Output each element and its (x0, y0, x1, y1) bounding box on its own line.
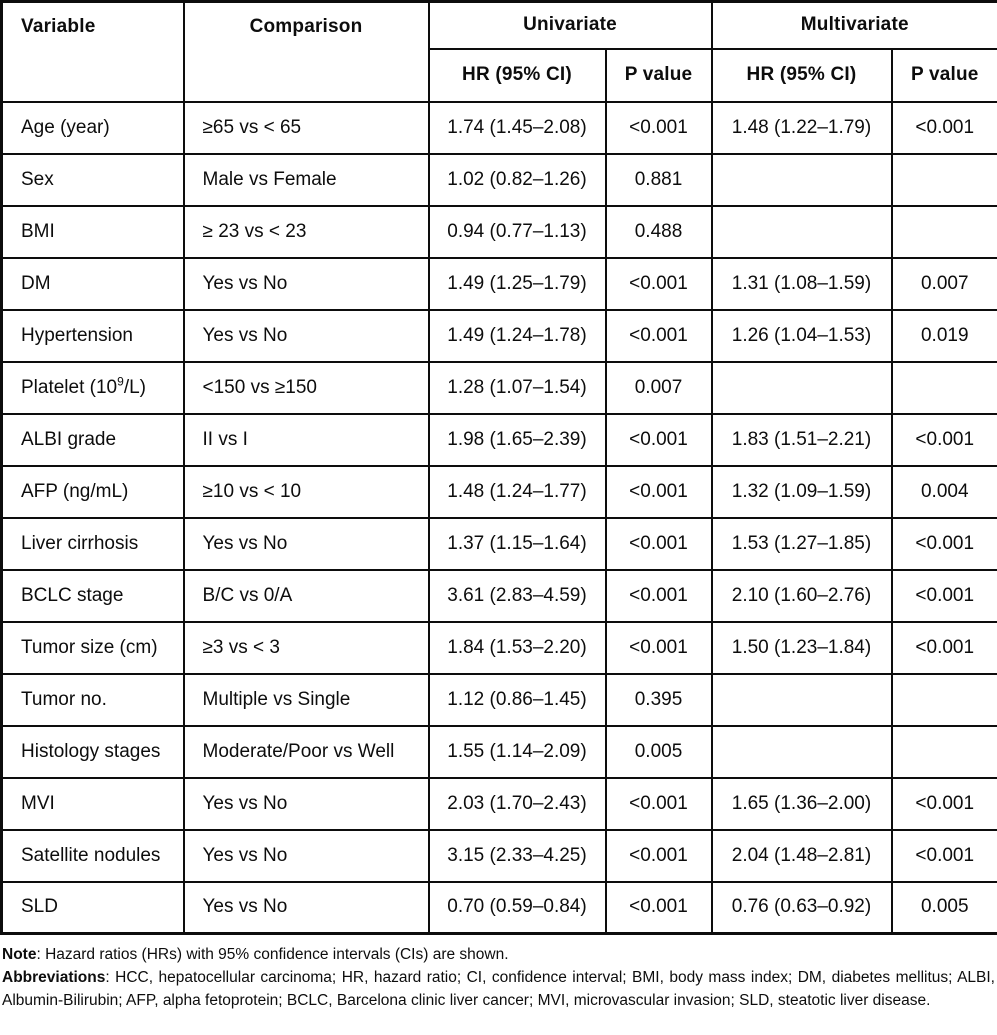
table-row (2, 726, 997, 778)
univariate-hr-cell: 1.84 (1.53–2.20) (429, 622, 606, 674)
univariate-hr-cell: 3.15 (2.33–4.25) (429, 830, 606, 882)
univariate-hr-cell: 1.74 (1.45–2.08) (429, 102, 606, 154)
abbreviations-line (2, 966, 995, 1012)
univariate-p-cell: <0.001 (606, 518, 712, 570)
table-footnotes (0, 935, 997, 1012)
univariate-p-cell: <0.001 (606, 830, 712, 882)
multivariate-hr-cell: 2.10 (1.60–2.76) (712, 570, 892, 622)
variable-cell: Platelet $(10^9/L)$ (2, 362, 184, 414)
univariate-p-cell: 0.395 (606, 674, 712, 726)
comparison-cell: Male vs Female (184, 154, 429, 206)
comparison-cell: ≥3 vs < 3 (184, 622, 429, 674)
multivariate-p-cell: 0.005 (892, 882, 997, 934)
variable-cell: MVI (2, 778, 184, 830)
univariate-p-cell: <0.001 (606, 570, 712, 622)
table-row (2, 206, 997, 258)
table-row (2, 154, 997, 206)
table-row (2, 518, 997, 570)
table-row (2, 882, 997, 934)
comparison-cell: ≥ 23 vs < 23 (184, 206, 429, 258)
comparison-cell: Yes vs No (184, 778, 429, 830)
table-row (2, 778, 997, 830)
superscript-9: 9 (117, 374, 124, 389)
comparison-cell: Yes vs No (184, 518, 429, 570)
multivariate-p-cell: <0.001 (892, 622, 997, 674)
univariate-hr-cell: 2.03 (1.70–2.43) (429, 778, 606, 830)
multivariate-hr-cell: 1.26 (1.04–1.53) (712, 310, 892, 362)
comparison-cell: Yes vs No (184, 882, 429, 934)
univariate-hr-cell: 1.49 (1.24–1.78) (429, 310, 606, 362)
note-line (2, 943, 995, 966)
column-header-univariate-hr: HR (95% CI) (429, 49, 606, 102)
multivariate-p-cell: <0.001 (892, 414, 997, 466)
comparison-cell: ≥65 vs < 65 (184, 102, 429, 154)
comparison-cell: Yes vs No (184, 830, 429, 882)
multivariate-p-cell: <0.001 (892, 570, 997, 622)
comparison-cell: Multiple vs Single (184, 674, 429, 726)
column-group-univariate: Univariate (429, 2, 712, 49)
univariate-hr-cell: 1.12 (0.86–1.45) (429, 674, 606, 726)
comparison-cell: ≥10 vs < 10 (184, 466, 429, 518)
univariate-p-cell: <0.001 (606, 778, 712, 830)
univariate-hr-cell: 1.49 (1.25–1.79) (429, 258, 606, 310)
table-row (2, 362, 997, 414)
multivariate-p-cell (892, 674, 997, 726)
table-row (2, 622, 997, 674)
abbreviations-text: : HCC, hepatocellular carcinoma; HR, hazard ratio; CI, confidence interval; BMI, body mass index; DM, diabetes mellitus; ALBI, Albumin-Bilirubin; AFP, alpha fetoprotein; BCLC, Barcelona clinic liver cancer; MVI, microvascular invasion; SLD, steatotic liver disease. (2, 969, 995, 1009)
univariate-p-cell: <0.001 (606, 102, 712, 154)
variable-cell: Hypertension (2, 310, 184, 362)
table-row (2, 570, 997, 622)
multivariate-hr-cell (712, 206, 892, 258)
multivariate-hr-cell: 1.31 (1.08–1.59) (712, 258, 892, 310)
abbreviations-label: Abbreviations (2, 969, 106, 986)
univariate-hr-cell: 1.28 (1.07–1.54) (429, 362, 606, 414)
comparison-cell: Yes vs No (184, 258, 429, 310)
variable-cell: Liver cirrhosis (2, 518, 184, 570)
univariate-hr-cell: 1.98 (1.65–2.39) (429, 414, 606, 466)
column-header-variable: Variable (2, 2, 184, 102)
comparison-cell: II vs I (184, 414, 429, 466)
univariate-p-cell: 0.881 (606, 154, 712, 206)
multivariate-hr-cell: 1.65 (1.36–2.00) (712, 778, 892, 830)
column-header-comparison: Comparison (184, 2, 429, 102)
variable-cell: BMI (2, 206, 184, 258)
univariate-p-cell: <0.001 (606, 310, 712, 362)
multivariate-p-cell (892, 362, 997, 414)
variable-cell: Histology stages (2, 726, 184, 778)
variable-cell: AFP (ng/mL) (2, 466, 184, 518)
univariate-hr-cell: 1.02 (0.82–1.26) (429, 154, 606, 206)
multivariate-hr-cell: 1.53 (1.27–1.85) (712, 518, 892, 570)
comparison-cell: Yes vs No (184, 310, 429, 362)
variable-cell: Tumor size (cm) (2, 622, 184, 674)
note-label: Note (2, 946, 37, 963)
univariate-hr-cell: 0.94 (0.77–1.13) (429, 206, 606, 258)
multivariate-hr-cell: 1.32 (1.09–1.59) (712, 466, 892, 518)
multivariate-hr-cell: 1.50 (1.23–1.84) (712, 622, 892, 674)
variable-cell: Satellite nodules (2, 830, 184, 882)
univariate-hr-cell: 1.48 (1.24–1.77) (429, 466, 606, 518)
multivariate-p-cell: 0.004 (892, 466, 997, 518)
univariate-hr-cell: 1.37 (1.15–1.64) (429, 518, 606, 570)
multivariate-p-cell: 0.007 (892, 258, 997, 310)
variable-cell: SLD (2, 882, 184, 934)
univariate-p-cell: <0.001 (606, 882, 712, 934)
variable-cell: BCLC stage (2, 570, 184, 622)
variable-cell: Sex (2, 154, 184, 206)
multivariate-hr-cell (712, 674, 892, 726)
multivariate-p-cell (892, 154, 997, 206)
variable-cell: DM (2, 258, 184, 310)
note-text: : Hazard ratios (HRs) with 95% confidence intervals (CIs) are shown. (36, 946, 509, 963)
univariate-p-cell: 0.005 (606, 726, 712, 778)
table-row (2, 102, 997, 154)
univariate-hr-cell: 1.55 (1.14–2.09) (429, 726, 606, 778)
table-row (2, 310, 997, 362)
multivariate-hr-cell: 0.76 (0.63–0.92) (712, 882, 892, 934)
variable-cell: Tumor no. (2, 674, 184, 726)
comparison-cell: B/C vs 0/A (184, 570, 429, 622)
column-group-multivariate: Multivariate (712, 2, 997, 49)
multivariate-p-cell: <0.001 (892, 518, 997, 570)
column-header-univariate-p: P value (606, 49, 712, 102)
table-header (2, 2, 997, 102)
multivariate-hr-cell (712, 154, 892, 206)
column-header-multivariate-hr: HR (95% CI) (712, 49, 892, 102)
variable-cell: Age (year) (2, 102, 184, 154)
univariate-p-cell: <0.001 (606, 466, 712, 518)
multivariate-hr-cell: 1.48 (1.22–1.79) (712, 102, 892, 154)
table-row (2, 830, 997, 882)
variable-cell: ALBI grade (2, 414, 184, 466)
multivariate-hr-cell: 2.04 (1.48–2.81) (712, 830, 892, 882)
univariate-p-cell: 0.007 (606, 362, 712, 414)
multivariate-hr-cell (712, 726, 892, 778)
table-row (2, 466, 997, 518)
table-row (2, 674, 997, 726)
multivariate-p-cell (892, 726, 997, 778)
multivariate-hr-cell (712, 362, 892, 414)
multivariate-p-cell (892, 206, 997, 258)
comparison-cell: <150 vs ≥150 (184, 362, 429, 414)
multivariate-p-cell: <0.001 (892, 830, 997, 882)
univariate-hr-cell: 3.61 (2.83–4.59) (429, 570, 606, 622)
univariate-p-cell: <0.001 (606, 414, 712, 466)
multivariate-p-cell: 0.019 (892, 310, 997, 362)
multivariate-hr-cell: 1.83 (1.51–2.21) (712, 414, 892, 466)
univariate-p-cell: 0.488 (606, 206, 712, 258)
table-body (2, 102, 997, 934)
multivariate-p-cell: <0.001 (892, 102, 997, 154)
univariate-hr-cell: 0.70 (0.59–0.84) (429, 882, 606, 934)
univariate-p-cell: <0.001 (606, 258, 712, 310)
column-header-multivariate-p: P value (892, 49, 997, 102)
comparison-cell: Moderate/Poor vs Well (184, 726, 429, 778)
table-row (2, 414, 997, 466)
univariate-p-cell: <0.001 (606, 622, 712, 674)
table-row (2, 258, 997, 310)
multivariate-p-cell: <0.001 (892, 778, 997, 830)
